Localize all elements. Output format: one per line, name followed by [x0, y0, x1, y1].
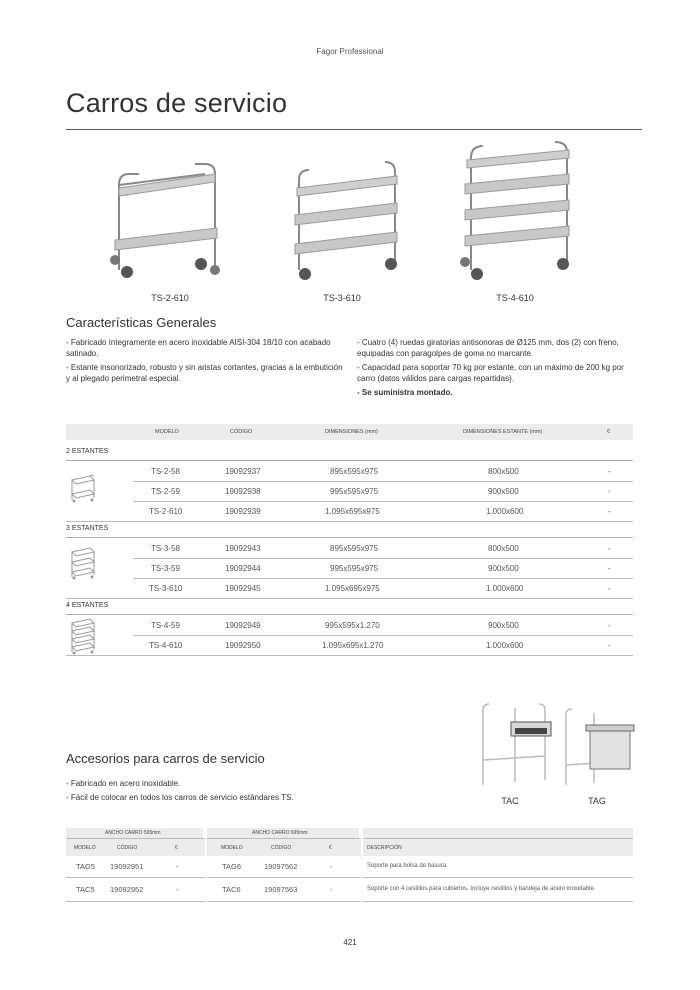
acc-col-separator — [361, 828, 363, 902]
features-left-list — [66, 337, 346, 387]
acc-cell-price: - — [176, 885, 179, 894]
row-divider — [133, 635, 633, 636]
acc-cell-desc: Soporte con 4 cestillos para cubiertos. Incluye cestillos y bandeja de acero inoxidable. — [367, 886, 596, 892]
cell-codigo: 19092949 — [225, 621, 261, 630]
cell-price: - — [608, 621, 611, 630]
page-title: Carros de servicio — [66, 88, 288, 118]
row-divider — [66, 655, 633, 656]
cell-price: - — [608, 544, 611, 553]
acc-cell-price: - — [176, 862, 179, 871]
group-divider — [66, 537, 633, 538]
cell-price: - — [608, 584, 611, 593]
group-divider — [66, 614, 633, 615]
cell-modelo: TS-2-610 — [149, 507, 183, 516]
accessories-heading: Accesorios para carros de servicio — [66, 751, 265, 766]
features-heading: Características Generales — [66, 315, 217, 330]
acc-cell-price: - — [330, 885, 333, 894]
row-divider — [133, 481, 633, 482]
cell-estante: 1.000x600 — [486, 584, 524, 593]
cell-modelo: TS-4-610 — [149, 641, 183, 650]
two-shelf-trolley-icon — [68, 472, 98, 504]
cell-codigo: 19092943 — [225, 544, 261, 553]
accessory-item: - Fabricado en acero inoxidable. — [66, 779, 181, 788]
acc-cell-modelo: TAC6 — [222, 885, 241, 894]
acc-col-modelo: MODELO — [74, 845, 96, 851]
feature-item: - Fabricado íntegramente en acero inoxidable AISI-304 18/10 con acabado satinado. — [66, 338, 331, 358]
group-divider — [66, 460, 633, 461]
feature-item: - Cuatro (4) ruedas giratorias antisonoras de Ø125 mm, dos (2) con freno, equipadas con paragolpes de goma no marcante. — [357, 338, 619, 358]
product-caption: TS-2-610 — [151, 293, 189, 303]
group-label: 2 ESTANTES — [66, 448, 109, 455]
cell-dim: 895x595x975 — [330, 467, 379, 476]
cell-modelo: TS-4-59 — [151, 621, 180, 630]
accessory-caption: TAG — [588, 796, 606, 806]
acc-cell-codigo: 19097563 — [264, 885, 298, 894]
cell-dim: 995x595x975 — [330, 487, 379, 496]
product-caption: TS-4-610 — [496, 293, 534, 303]
cell-modelo: TS-3-59 — [151, 564, 180, 573]
accessory-item: - Fácil de colocar en todos los carros de servicio estándares TS. — [66, 793, 294, 802]
cell-codigo: 19092939 — [225, 507, 261, 516]
acc-row-divider — [66, 877, 633, 878]
brand-header: Fagor Professional — [316, 47, 384, 56]
tag-accessory-image — [558, 705, 638, 790]
cell-estante: 900x500 — [488, 487, 519, 496]
trolley-2-shelves-image — [105, 160, 230, 285]
acc-col-separator — [205, 828, 207, 902]
row-divider — [133, 501, 633, 502]
tac-accessory-image — [475, 700, 555, 790]
cell-price: - — [608, 641, 611, 650]
cell-price: - — [608, 487, 611, 496]
cell-codigo: 19092937 — [225, 467, 261, 476]
acc-group-header-595 — [66, 828, 203, 838]
three-shelf-trolley-icon — [68, 546, 98, 580]
cell-dim: 995x595x975 — [330, 564, 379, 573]
title-divider — [66, 129, 642, 130]
cell-codigo: 19092938 — [225, 487, 261, 496]
acc-cell-codigo: 19092952 — [110, 885, 144, 894]
accessory-caption: TAC — [501, 796, 519, 806]
acc-cell-desc: Soporte para bolsa de basura. — [367, 863, 448, 869]
cell-dim: 1.095x695x1.270 — [322, 641, 384, 650]
cell-estante: 800x500 — [488, 467, 519, 476]
page-number: 421 — [343, 938, 357, 947]
cell-dim: 895x595x975 — [330, 544, 379, 553]
cell-dim: 1.095x695x975 — [325, 584, 380, 593]
cell-modelo: TS-2-59 — [151, 487, 180, 496]
accessories-list — [66, 778, 396, 806]
acc-row-divider — [66, 901, 633, 902]
acc-col-price-2: € — [329, 845, 332, 851]
acc-cell-modelo: TAC5 — [76, 885, 95, 894]
table-header — [66, 424, 633, 440]
features-right-list — [357, 337, 633, 401]
acc-cell-codigo: 19092951 — [110, 862, 144, 871]
acc-desc-spacer — [363, 828, 633, 838]
trolley-3-shelves-image — [285, 160, 410, 285]
cell-dim: 995x595x1.270 — [325, 621, 380, 630]
trolley-4-shelves-image — [455, 140, 580, 285]
col-codigo: CÓDIGO — [230, 429, 253, 435]
row-divider — [66, 521, 633, 522]
feature-item: - Estante insonorizado, robusto y sin aristas cortantes, gracias a la embutición y al plegado perimetral especial. — [66, 363, 343, 383]
acc-group2-label: ANCHO CARRO 695mm — [252, 830, 308, 836]
row-divider — [133, 578, 633, 579]
col-modelo: MODELO — [155, 429, 179, 435]
feature-item: - Capacidad para soportar 70 kg por estante, con un máximo de 200 kg por carro (datos válidos para cargas repartidas). — [357, 363, 624, 383]
cell-modelo: TS-3-610 — [149, 584, 183, 593]
acc-group1-label: ANCHO CARRO 595mm — [105, 830, 161, 836]
acc-cell-price: - — [330, 862, 333, 871]
feature-note: - Se suministra montado. — [357, 388, 453, 397]
cell-modelo: TS-3-58 — [151, 544, 180, 553]
group-label: 4 ESTANTES — [66, 602, 109, 609]
product-caption: TS-3-610 — [323, 293, 361, 303]
four-shelf-trolley-icon — [68, 618, 98, 656]
cell-estante: 800x500 — [488, 544, 519, 553]
acc-col-codigo: CÓDIGO — [117, 845, 138, 851]
acc-table-header — [66, 839, 633, 856]
col-price: € — [607, 429, 611, 435]
acc-col-modelo-2: MODELO — [221, 845, 243, 851]
acc-cell-modelo: TAG6 — [222, 862, 242, 871]
acc-cell-modelo: TAG5 — [76, 862, 96, 871]
group-label: 3 ESTANTES — [66, 525, 109, 532]
acc-cell-codigo: 19097562 — [264, 862, 298, 871]
acc-col-price: € — [175, 845, 178, 851]
acc-col-codigo-2: CÓDIGO — [271, 845, 292, 851]
cell-codigo: 19092944 — [225, 564, 261, 573]
cell-estante: 1.000x600 — [486, 641, 524, 650]
col-dimensiones: DIMENSIONES (mm) — [325, 429, 378, 435]
cell-modelo: TS-2-58 — [151, 467, 180, 476]
row-divider — [133, 558, 633, 559]
cell-price: - — [608, 507, 611, 516]
cell-price: - — [608, 467, 611, 476]
cell-dim: 1.095x695x975 — [325, 507, 380, 516]
col-dim-estante: DIMENSIONES ESTANTE (mm) — [463, 429, 543, 435]
cell-price: - — [608, 564, 611, 573]
acc-col-desc: DESCRIPCIÓN — [367, 845, 402, 851]
cell-estante: 900x500 — [488, 564, 519, 573]
row-divider — [66, 598, 633, 599]
cell-estante: 900x500 — [488, 621, 519, 630]
cell-estante: 1.000x600 — [486, 507, 524, 516]
acc-group-header-695 — [207, 828, 359, 838]
cell-codigo: 19092945 — [225, 584, 261, 593]
cell-codigo: 19092950 — [225, 641, 261, 650]
